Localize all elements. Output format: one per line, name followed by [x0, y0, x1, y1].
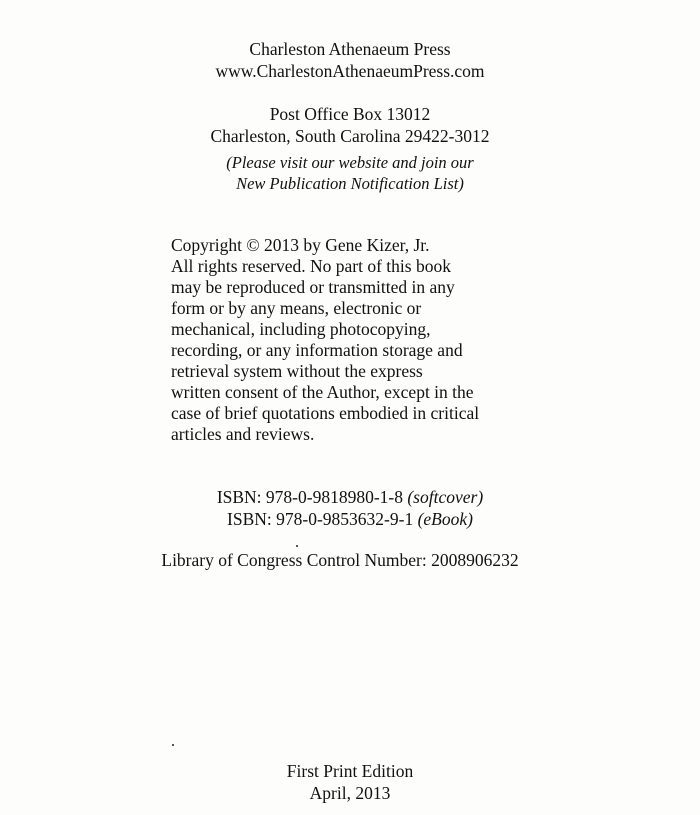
city-line: Charleston, South Carolina 29422-3012 — [210, 126, 490, 146]
edition-block — [0, 760, 700, 804]
edition-date: April, 2013 — [309, 783, 391, 803]
copyright-line: All rights reserved. No part of this book — [171, 256, 451, 276]
stray-mark — [172, 744, 174, 746]
copyright-line: case of brief quotations embodied in critical — [171, 403, 480, 423]
copyright-line: retrieval system without the express — [171, 361, 423, 381]
address-block — [0, 103, 700, 147]
copyright-line: mechanical, including photocopying, — [171, 319, 431, 339]
note-line-1: (Please visit our website and join our — [226, 153, 474, 172]
lccn-line — [0, 549, 690, 571]
publisher-block — [0, 38, 700, 82]
po-box: Post Office Box 13012 — [269, 104, 431, 124]
copyright-line: recording, or any information storage and — [171, 340, 463, 360]
copyright-line: articles and reviews. — [171, 424, 315, 444]
copyright-line: written consent of the Author, except in the — [171, 382, 474, 402]
edition-label: First Print Edition — [286, 761, 414, 781]
lccn-text: Library of Congress Control Number: 2008906232 — [161, 550, 519, 570]
website-note — [0, 152, 700, 194]
copyright-line: Copyright © 2013 by Gene Kizer, Jr. — [171, 235, 430, 255]
publisher-name: Charleston Athenaeum Press — [249, 39, 451, 59]
copyright-notice — [171, 235, 551, 445]
copyright-line: may be reproduced or transmitted in any — [171, 277, 455, 297]
isbn-block — [0, 486, 700, 530]
isbn-softcover — [0, 486, 700, 508]
stray-mark — [296, 545, 298, 547]
copyright-line: form or by any means, electronic or — [171, 298, 422, 318]
isbn-number: ISBN: 978-0-9853632-9-1 — [227, 509, 414, 529]
note-line-2: New Publication Notification List) — [236, 174, 464, 193]
isbn-format: (softcover) — [407, 487, 484, 507]
isbn-ebook — [0, 508, 700, 530]
isbn-format: (eBook) — [417, 509, 473, 529]
publisher-website: www.CharlestonAthenaeumPress.com — [215, 61, 485, 81]
isbn-number: ISBN: 978-0-9818980-1-8 — [216, 487, 403, 507]
